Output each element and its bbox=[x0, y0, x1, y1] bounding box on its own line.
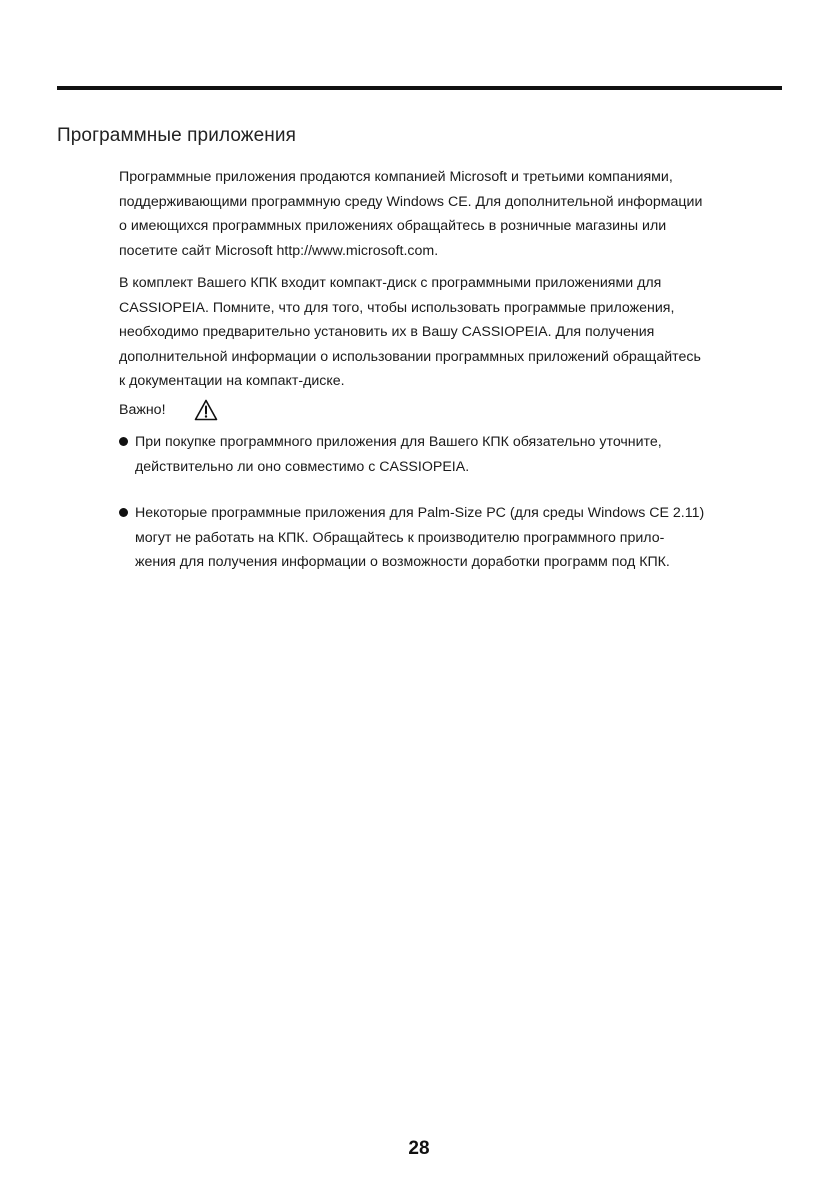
bullet-line: При покупке программного приложения для Вашего КПК обязательно уточните, bbox=[135, 434, 662, 450]
bullet-text bbox=[119, 501, 819, 575]
page-number: 28 bbox=[408, 1138, 430, 1159]
paragraph-line: поддерживающими программную среду Windows CE. Для дополнительной информации bbox=[119, 193, 703, 210]
bullet-dot bbox=[119, 508, 128, 517]
warning-triangle-icon bbox=[194, 399, 218, 421]
important-label: Важно! bbox=[119, 402, 166, 418]
paragraph-intro bbox=[119, 165, 819, 263]
paragraph-line: CASSIOPEIA. Помните, что для того, чтобы использовать программые приложения, bbox=[119, 299, 675, 316]
bullet-dot bbox=[119, 437, 128, 446]
section-title: Программные приложения bbox=[57, 125, 296, 146]
paragraph-line: дополнительной информации о использовании программных приложений обращайтесь bbox=[119, 348, 701, 365]
top-rule bbox=[57, 86, 782, 90]
important-note bbox=[119, 396, 218, 424]
paragraph-line: В комплект Вашего КПК входит компакт-диск с программными приложениями для bbox=[119, 275, 662, 291]
paragraph-line: о имеющихся программных приложениях обращайтесь в розничные магазины или bbox=[119, 218, 667, 234]
bullet-item bbox=[119, 430, 819, 479]
bullet-item bbox=[119, 501, 819, 575]
paragraph-line: необходимо предварительно установить их в Вашу CASSIOPEIA. Для получения bbox=[119, 324, 655, 340]
paragraph-cd bbox=[119, 271, 819, 394]
bullet-text bbox=[119, 430, 819, 479]
paragraph-line: Программные приложения продаются компанией Microsoft и третьими компаниями, bbox=[119, 169, 673, 185]
bullet-line: Некоторые программные приложения для Palm-Size PC (для среды Windows CE 2.11) bbox=[135, 505, 705, 521]
body-content bbox=[119, 165, 819, 394]
bullet-line: жения для получения информации о возможности доработки программ под КПК. bbox=[135, 554, 670, 570]
paragraph-line: посетите сайт Microsoft http://www.microsoft.com. bbox=[119, 242, 439, 259]
bullet-line: действительно ли оно совместимо с CASSIOPEIA. bbox=[135, 458, 470, 475]
paragraph-line: к документации на компакт-диске. bbox=[119, 373, 345, 389]
bullet-line: могут не работать на КПК. Обращайтесь к производителю программного прило- bbox=[135, 529, 665, 546]
